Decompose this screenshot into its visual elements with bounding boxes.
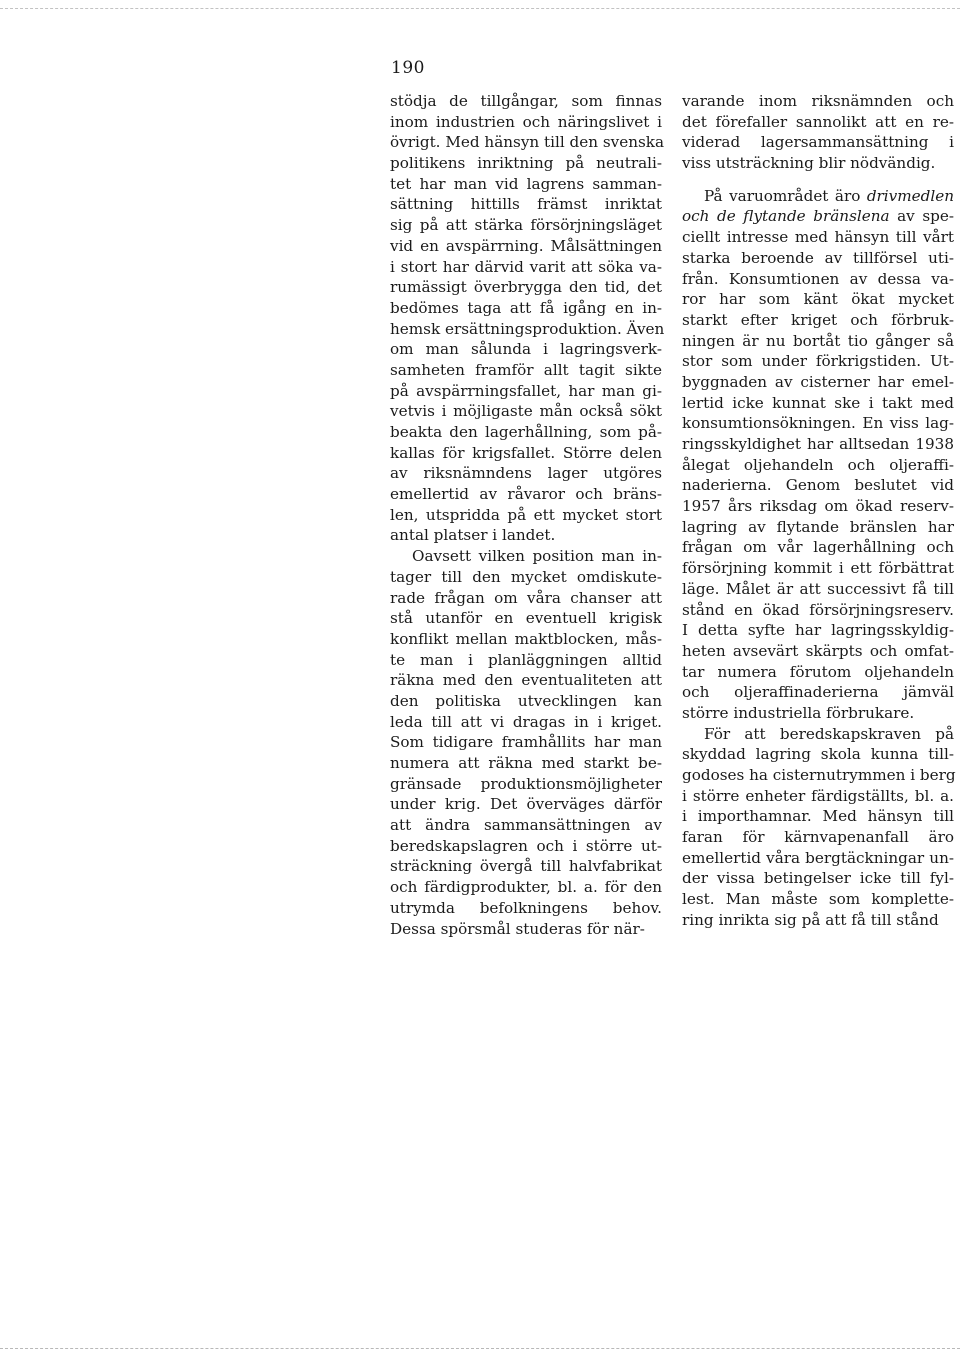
text-line: vid en avspärrning. Målsättningen [390,236,662,255]
text-line: ringsskyldighet har alltsedan 1938 [682,435,954,453]
text-line: tar numera förutom oljehandeln [682,662,954,681]
text-line: Oavsett vilken position man in- [412,547,662,566]
text-line: och oljeraffinaderierna jämväl [682,683,954,702]
text-line: stå utanför en eventuell krigisk [390,609,662,628]
text-line: emellertid av råvaror och bräns- [390,485,662,504]
text-line: godoses ha cisternutrymmen i berg [682,766,956,784]
text-line: på avspärrningsfallet, har man gi- [390,381,662,400]
scan-artifact-bottom [0,1348,960,1351]
text-run: På varuområdet äro [704,186,867,205]
text-line: lertid icke kunnat ske i takt med [682,393,954,412]
text-line: tager till den mycket omdiskute- [390,567,662,586]
text-line: ålegat oljehandeln och oljeraffi- [682,455,954,474]
scan-artifact-top [0,8,960,11]
text-line: bedömes taga att få igång en in- [390,298,662,317]
text-line: övrigt. Med hänsyn till den svenska [390,133,665,152]
text-line: konsumtionsökningen. En viss lag- [682,414,954,433]
text-line: varande inom riksnämnden och [682,92,954,110]
text-line: större industriella förbrukare. [682,703,915,722]
text-line: konflikt mellan maktblocken, mås- [390,629,662,648]
text-line: starka beroende av tillförsel uti- [682,248,954,267]
italic-term: och de flytande bränslena [682,207,890,226]
text-line: gränsade produktionsmöjligheter [390,774,662,793]
text-line: rumässigt överbrygga den tid, det [390,278,662,297]
text-line: 1957 års riksdag om ökad reserv- [682,497,954,516]
text-line: starkt efter kriget och förbruk- [682,310,954,329]
text-line: len, utspridda på ett mycket stort [390,505,662,524]
text-line: stånd en ökad försörjningsreserv. [682,600,954,619]
text-line: emellertid våra bergtäckningar un- [682,848,954,867]
text-line: i större enheter färdigställts, bl. a. [682,786,954,805]
right-column [682,91,954,931]
text-line: av riksnämndens lager utgöres [390,464,662,483]
text-line: kallas för krigsfallet. Större delen [390,443,662,462]
text-line: naderierna. Genom beslutet vid [682,476,954,495]
text-line: stödja de tillgångar, som finnas [390,92,662,110]
text-line: sättning hittills främst inriktat [390,195,662,214]
text-line: utrymda befolkningens behov. [390,898,662,917]
text-line: ring inrikta sig på att få till stånd [682,910,939,929]
text-line: beakta den lagerhållning, som på- [390,423,662,441]
text-line: byggnaden av cisterner har emel- [682,372,954,391]
text-line: politikens inriktning på neutrali- [390,154,662,173]
text-line: ningen är nu bortåt tio gånger så [682,331,954,350]
page-number: 190 [391,58,425,78]
text-line: numera att räkna med starkt be- [390,754,662,772]
text-line: hemsk ersättningsproduktion. Även [390,319,665,338]
text-line: sig på att stärka försörjningsläget [390,216,662,235]
text-line: stor som under förkrigstiden. Ut- [682,352,954,371]
text-line: att ändra sammansättningen av [390,816,662,835]
text-line: Som tidigare framhållits har man [390,733,662,752]
text-line: faran för kärnvapenanfall äro [682,828,954,847]
text-line: te man i planläggningen alltid [390,650,662,669]
text-line: samheten framför allt tagit sikte [390,360,662,379]
paragraph-revision [682,91,954,174]
paragraph-storage [682,724,954,931]
text-line: läge. Målet är att successivt få till [682,579,954,598]
text-line: frågan om vår lagerhållning och [682,538,954,557]
text-line: sträckning övergå till halvfabrikat [390,857,662,876]
text-line: under krig. Det överväges därför [390,795,662,814]
text-line [682,186,954,207]
paragraph-fuels [682,186,954,724]
paragraph-gap [682,174,954,186]
text-line: lagring av flytande bränslen har [682,517,954,536]
text-line: ror har som känt ökat mycket [682,290,954,309]
text-line: viss utsträckning blir nödvändig. [682,154,936,173]
italic-term: drivmedlen [866,186,954,205]
text-line: leda till att vi dragas in i kriget. [390,712,662,731]
text-line: inom industrien och näringslivet i [390,112,662,131]
text-line: antal platser i landet. [390,526,556,545]
text-line: i importhamnar. Med hänsyn till [682,807,954,826]
text-line: Dessa spörsmål studeras för när- [390,919,645,938]
left-column [390,91,665,939]
text-line: heten avsevärt skärpts och omfat- [682,641,954,660]
text-line: vetvis i möjligaste mån också sökt [390,402,662,421]
text-line: tet har man vid lagrens samman- [390,174,662,193]
text-line: försörjning kommit i ett förbättrat [682,559,954,578]
text-line: i stort har därvid varit att söka va- [390,257,662,276]
text-line: från. Konsumtionen av dessa va- [682,269,954,288]
text-line [682,206,954,227]
text-line: rade frågan om våra chanser att [390,588,662,607]
text-line: ciellt intresse med hänsyn till vårt [682,228,954,247]
text-line: den politiska utvecklingen kan [390,691,662,710]
text-line: räkna med den eventualiteten att [390,671,662,690]
text-line: det förefaller sannolikt att en re- [682,112,954,131]
text-line: viderad lagersammansättning i [682,133,954,152]
text-line: beredskapslagren och i större ut- [390,836,662,855]
text-line: skyddad lagring skola kunna till- [682,745,954,764]
text-run: av spe- [889,207,954,226]
text-line: För att beredskapskraven på [704,724,954,743]
text-line: och färdigprodukter, bl. a. för den [390,878,662,897]
text-line: der vissa betingelser icke till fyl- [682,869,954,888]
text-line: I detta syfte har lagringsskyldig- [682,621,954,640]
text-line: om man sålunda i lagringsverk- [390,340,662,359]
text-line: lest. Man måste som komplette- [682,890,954,909]
